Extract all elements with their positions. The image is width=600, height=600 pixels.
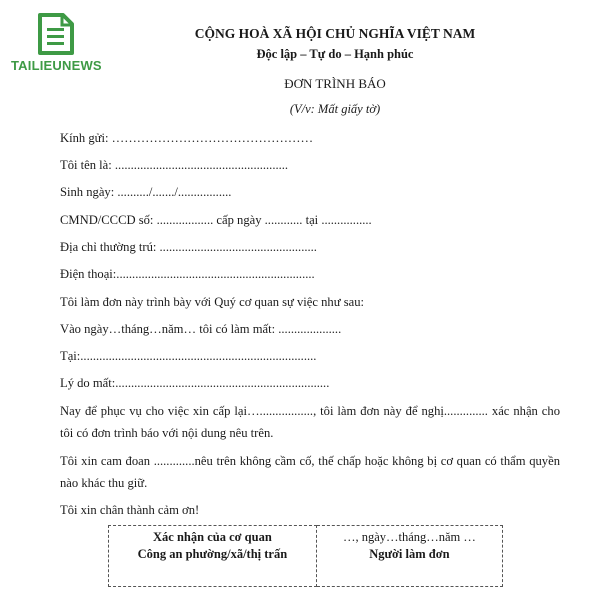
address-line: Địa chỉ thường trú: .................................................. [60, 240, 317, 254]
id-number-line: CMND/CCCD số: .................. cấp ngày ............ tại ................ [60, 213, 372, 227]
name-line: Tôi tên là: ....................................................... [60, 158, 289, 172]
authority-confirmation-cell [109, 526, 317, 587]
loss-date-line: Vào ngày…tháng…năm… tôi có làm mất: .................... [60, 322, 342, 336]
document-title: ĐƠN TRÌNH BÁO [284, 76, 386, 91]
date-place-line: …, ngày…tháng…năm … [342, 530, 476, 544]
nation-heading: CỘNG HOÀ XÃ HỘI CHỦ NGHĨA VIỆT NAM [194, 26, 476, 41]
commitment-paragraph: Tôi xin cam đoan .............nêu trên không cầm cố, thế chấp hoặc không bị cơ quan có thẩm quyền nào khác thu giữ. [60, 454, 560, 490]
recipient-line: Kính gửi: ………………………………………… [60, 131, 314, 145]
authority-name-label: Công an phường/xã/thị trấn [137, 547, 288, 561]
applicant-signature-cell [316, 526, 502, 587]
loss-place-line: Tại:........................................................................... [60, 349, 317, 363]
site-logo [8, 10, 108, 72]
loss-reason-line: Lý do mất:.................................................................... [60, 376, 330, 390]
intro-line: Tôi làm đơn này trình bày với Quý cơ quan sự việc như sau: [60, 295, 364, 309]
thanks-line: Tôi xin chân thành cảm ơn! [60, 503, 200, 517]
document-subject: (V/v: Mất giấy tờ) [289, 102, 381, 116]
authority-confirmation-label: Xác nhận của cơ quan [153, 530, 272, 544]
request-paragraph: Nay để phục vụ cho việc xin cấp lại…................., tôi làm đơn này để nghị.............. xác nhận cho tôi có đơn trình báo với nội dung nêu trên. [60, 404, 560, 440]
applicant-label: Người làm đơn [369, 547, 450, 561]
signature-table [108, 525, 503, 587]
birthdate-line: Sinh ngày: ........../......./................. [60, 185, 232, 199]
phone-line: Điện thoại:............................................................... [60, 267, 315, 281]
motto: Độc lập – Tự do – Hạnh phúc [256, 47, 414, 61]
logo-text: TAILIEUNEWS [11, 58, 102, 73]
document-icon [37, 12, 75, 56]
